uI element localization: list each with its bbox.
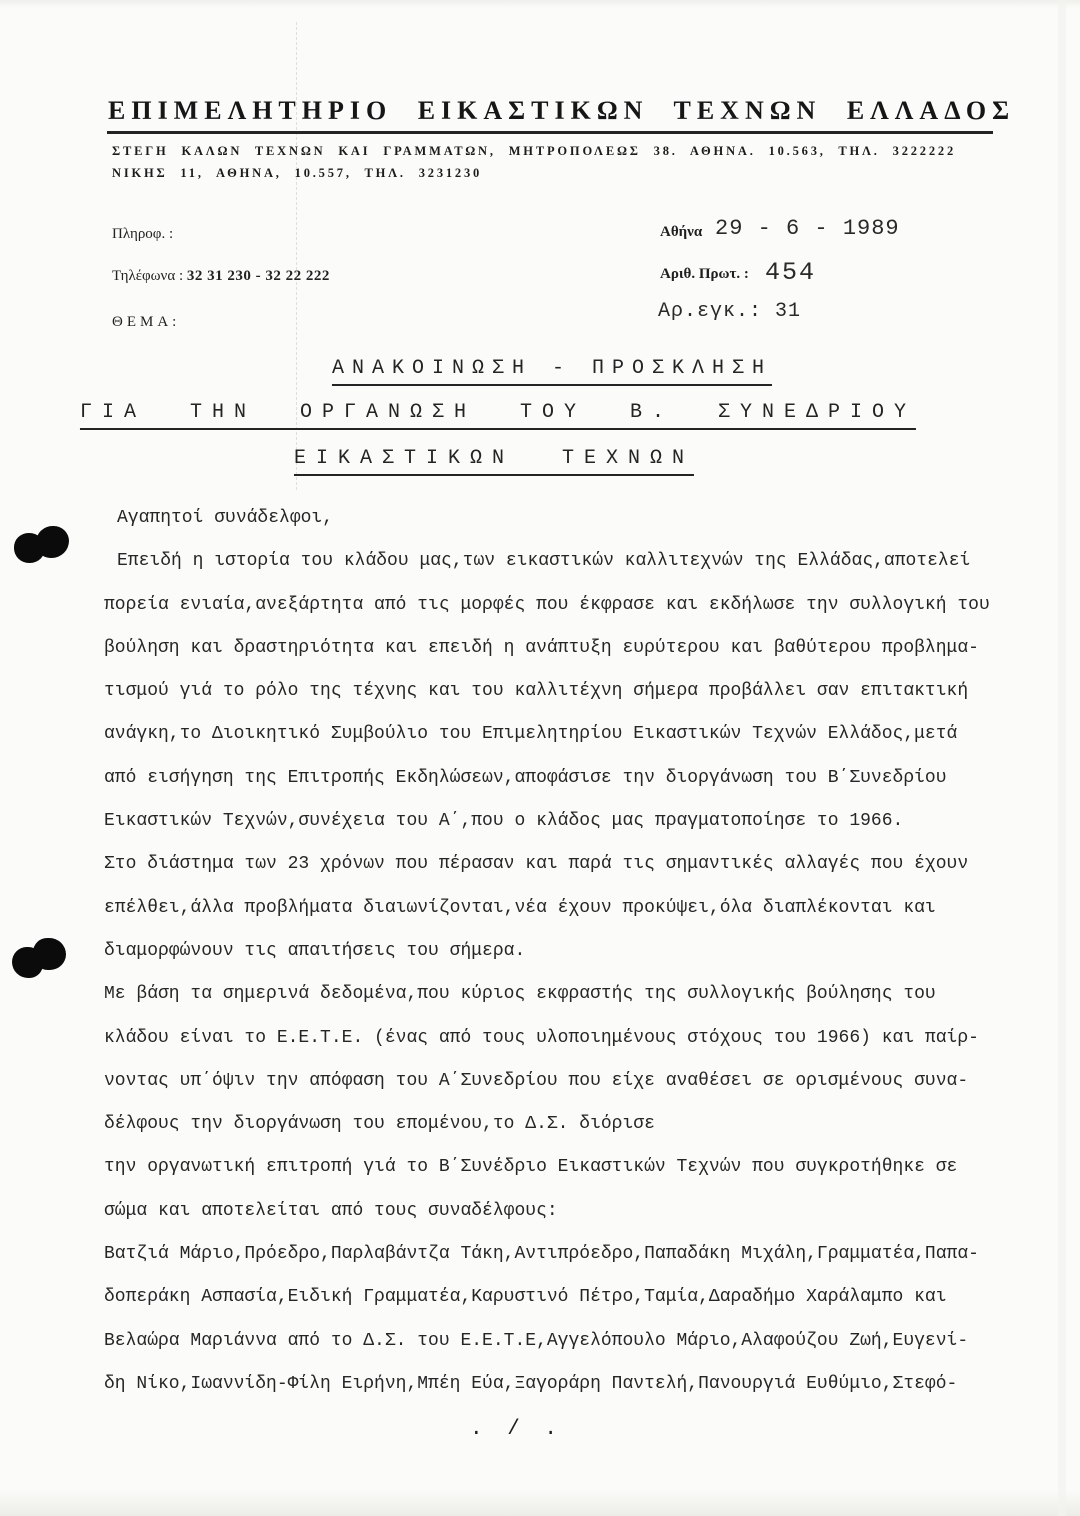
body-line: σώμα και αποτελείται από τους συναδέλφους: (104, 1200, 558, 1221)
date-value: 29 - 6 - 1989 (715, 216, 900, 241)
body-line: δη Νίκο,Ιωαννίδη-Φίλη Ειρήνη,Μπέη Εύα,Ξαγοράρη Παντελή,Πανουργιά Ευθύμιο,Στεφό- (104, 1373, 958, 1394)
body-line: Βελαώρα Μαριάννα από το Δ.Σ. του Ε.Ε.Τ.Ε,Αγγελόπουλο Μάριο,Αλαφούζου Ζωή,Ευγενί- (104, 1330, 969, 1351)
body-line: Αγαπητοί συνάδελφοι, (117, 508, 334, 528)
scan-edge-right (1058, 0, 1066, 1516)
scan-edge-top (0, 0, 1080, 8)
body-line: τισμού γιά το ρόλο της τέχνης και του καλλιτέχνη σήμερα προβάλλει σαν επιτακτική (104, 681, 969, 702)
title-announcement: ΑΝΑΚΟΙΝΩΣΗ - ΠΡΟΣΚΛΗΣΗ (332, 357, 772, 386)
body-line: Επειδή η ιστορία του κλάδου μας,των εικαστικών καλλιτεχνών της Ελλάδας,αποτελεί (117, 551, 971, 572)
letter-body (104, 497, 1004, 1406)
ink-blot-circle (33, 938, 66, 970)
body-line: από εισήγηση της Επιτροπής Εκδηλώσεων,αποφάσισε την διοργάνωση του Β΄Συνεδρίου (104, 767, 947, 788)
body-line: κλάδου είναι το Ε.Ε.Τ.Ε. (ένας από τους υλοποιημένους στόχους του 1966) και παίρ- (104, 1027, 979, 1048)
title-organisation: ΓΙΑ ΤΗΝ ΟΡΓΑΝΩΣΗ ΤΟΥ Β. ΣΥΝΕΔΡΙΟΥ (80, 401, 916, 430)
body-line: νοντας υπ΄όψιν την απόφαση του Α΄Συνεδρίου που είχε αναθέσει σε ορισμένους συνα- (104, 1070, 969, 1091)
info-label: Πληροφ. : (112, 226, 174, 242)
phones-row (112, 268, 330, 285)
continuation-mark: . / . (470, 1418, 564, 1441)
letterhead-address-line1: ΣΤΕΓΗ ΚΑΛΩΝ ΤΕΧΝΩΝ ΚΑΙ ΓΡΑΜΜΑΤΩΝ, ΜΗΤΡΟΠΟΛΕΩΣ 38. ΑΘΗΝΑ. 10.563, ΤΗΛ. 3222222 (112, 144, 956, 158)
letterhead-rule (107, 131, 993, 134)
body-line: ανάγκη,το Διοικητικό Συμβούλιο του Επιμελητηρίου Εικαστικών Τεχνών Ελλάδος,μετά (104, 724, 958, 745)
title-fine-arts: ΕΙΚΑΣΤΙΚΩΝ ΤΕΧΝΩΝ (294, 447, 694, 476)
phones-value: 32 31 230 - 32 22 222 (186, 268, 330, 284)
body-line: Στο διάστημα των 23 χρόνων που πέρασαν και παρά τις σημαντικές αλλαγές που έχουν (104, 854, 969, 875)
body-line: δέλφους την διοργάνωση του επομένου,το Δ.Σ. διόρισε (104, 1114, 655, 1135)
ink-blot-mark-bottom (12, 938, 68, 978)
body-line: Εικαστικών Τεχνών,συνέχεια του Α΄,που ο κλάδος μας πραγματοποίησε το 1966. (104, 811, 904, 832)
body-line: πορεία ενιαία,ανεξάρτητα από τις μορφές που έκφρασε και εκδήλωσε την συλλογική του (104, 594, 990, 615)
protocol-label: Αριθ. Πρωτ. : (660, 266, 749, 282)
protocol-value: 454 (765, 258, 817, 287)
phones-label: Τηλέφωνα : (112, 268, 184, 284)
body-line: την οργανωτική επιτροπή γιά το Β΄Συνέδριο Εικαστικών Τεχνών που συγκροτήθηκε σε (104, 1157, 958, 1178)
body-line: Βατζιά Μάριο,Πρόεδρο,Παρλαβάντζα Τάκη,Αντιπρόεδρο,Παπαδάκη Μιχάλη,Γραμματέα,Παπα- (104, 1244, 979, 1265)
letterhead-address-line2: ΝΙΚΗΣ 11, ΑΘΗΝΑ, 10.557, ΤΗΛ. 3231230 (112, 166, 483, 180)
subject-label: ΘΕΜΑ: (112, 314, 181, 330)
ink-blot-circle (36, 526, 69, 558)
org-name: ΕΠΙΜΕΛΗΤΗΡΙΟ ΕΙΚΑΣΤΙΚΩΝ ΤΕΧΝΩΝ ΕΛΛΑΔΟΣ (108, 96, 1016, 125)
body-line: Με βάση τα σημερινά δεδομένα,που κύριος εκφραστής της συλλογικής βούλησης του (104, 984, 936, 1005)
approval-number-line: Αρ.εγκ.: 31 (658, 300, 802, 323)
body-line: επέλθει,άλλα προβλήματα διαιωνίζονται,νέα έχουν προκύψει,όλα διαπλέκονται και (104, 897, 936, 918)
body-line: βούληση και δραστηριότητα και επειδή η ανάπτυξη ευρύτερου και βαθύτερου προβλημα- (104, 637, 979, 658)
city-label: Αθήνα (660, 224, 703, 240)
body-line: δοπεράκη Ασπασία,Ειδική Γραμματέα,Καρυστινό Πέτρο,Ταμία,Δαραδήμο Χαράλαμπο και (104, 1287, 947, 1308)
body-line: διαμορφώνουν τις απαιτήσεις του σήμερα. (104, 940, 526, 961)
ink-blot-mark-top (14, 526, 70, 564)
scan-edge-bottom (0, 1490, 1080, 1516)
